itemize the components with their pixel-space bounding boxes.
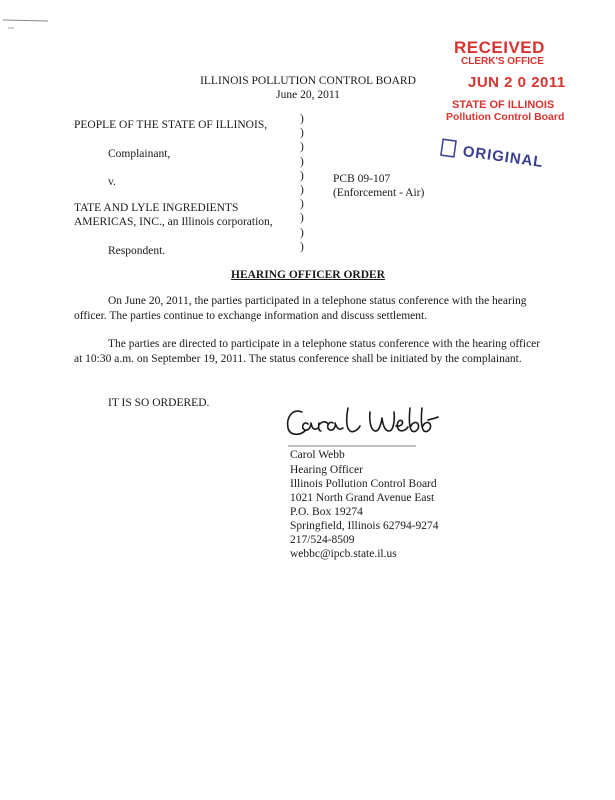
order-date: June 20, 2011 bbox=[276, 89, 340, 101]
paren: ) bbox=[300, 212, 304, 225]
paren: ) bbox=[300, 169, 304, 182]
case-number: PCB 09-107 bbox=[333, 173, 391, 185]
stamp-original: ORIGINAL bbox=[461, 143, 545, 172]
stamp-board: Pollution Control Board bbox=[446, 111, 565, 123]
signer-title: Hearing Officer bbox=[290, 464, 363, 476]
stamp-office: CLERK'S OFFICE bbox=[461, 56, 544, 67]
paren: ) bbox=[300, 198, 304, 211]
plaintiff-name: PEOPLE OF THE STATE OF ILLINOIS, bbox=[74, 119, 268, 131]
stamp-date: JUN 2 0 2011 bbox=[468, 74, 566, 91]
paren: ) bbox=[300, 141, 304, 154]
stamp-received: RECEIVED bbox=[454, 38, 545, 57]
defendant-role: Respondent. bbox=[108, 245, 166, 257]
signer-po-box: P.O. Box 19274 bbox=[290, 506, 363, 518]
signer-city: Springfield, Illinois 62794-9274 bbox=[290, 520, 439, 532]
board-heading: ILLINOIS POLLUTION CONTROL BOARD bbox=[200, 75, 416, 87]
paren: ) bbox=[300, 226, 304, 239]
paren: ) bbox=[300, 240, 304, 253]
signer-name: Carol Webb bbox=[290, 449, 345, 461]
paragraph-1: On June 20, 2011, the parties participated in a telephone status conference with the hearing officer. The parties continue to exchange information and discuss settlement. bbox=[74, 295, 527, 322]
paren: ) bbox=[300, 155, 304, 168]
defendant-name-line1: TATE AND LYLE INGREDIENTS bbox=[74, 202, 239, 214]
paragraph-2: The parties are directed to participate in a telephone status conference with the hearing officer at 10:30 a.m. on September 19, 2011. The status conference shall be initiated by the complainant. bbox=[74, 338, 541, 365]
case-type: (Enforcement - Air) bbox=[333, 187, 425, 199]
versus-label: v. bbox=[108, 176, 116, 188]
signer-phone: 217/524-8509 bbox=[290, 534, 355, 546]
plaintiff-role: Complainant, bbox=[108, 148, 171, 160]
signer-organization: Illinois Pollution Control Board bbox=[290, 478, 437, 490]
paren: ) bbox=[300, 113, 304, 125]
signer-email: webbc@ipcb.state.il.us bbox=[290, 548, 397, 560]
signer-street: 1021 North Grand Avenue East bbox=[290, 492, 435, 504]
defendant-name-line2: AMERICAS, INC., an Illinois corporation, bbox=[74, 216, 273, 228]
order-title: HEARING OFFICER ORDER bbox=[231, 269, 385, 281]
paren: ) bbox=[300, 127, 304, 140]
stamp-state: STATE OF ILLINOIS bbox=[452, 99, 555, 111]
closing-statement: IT IS SO ORDERED. bbox=[108, 397, 210, 409]
paren: ) bbox=[300, 183, 304, 196]
